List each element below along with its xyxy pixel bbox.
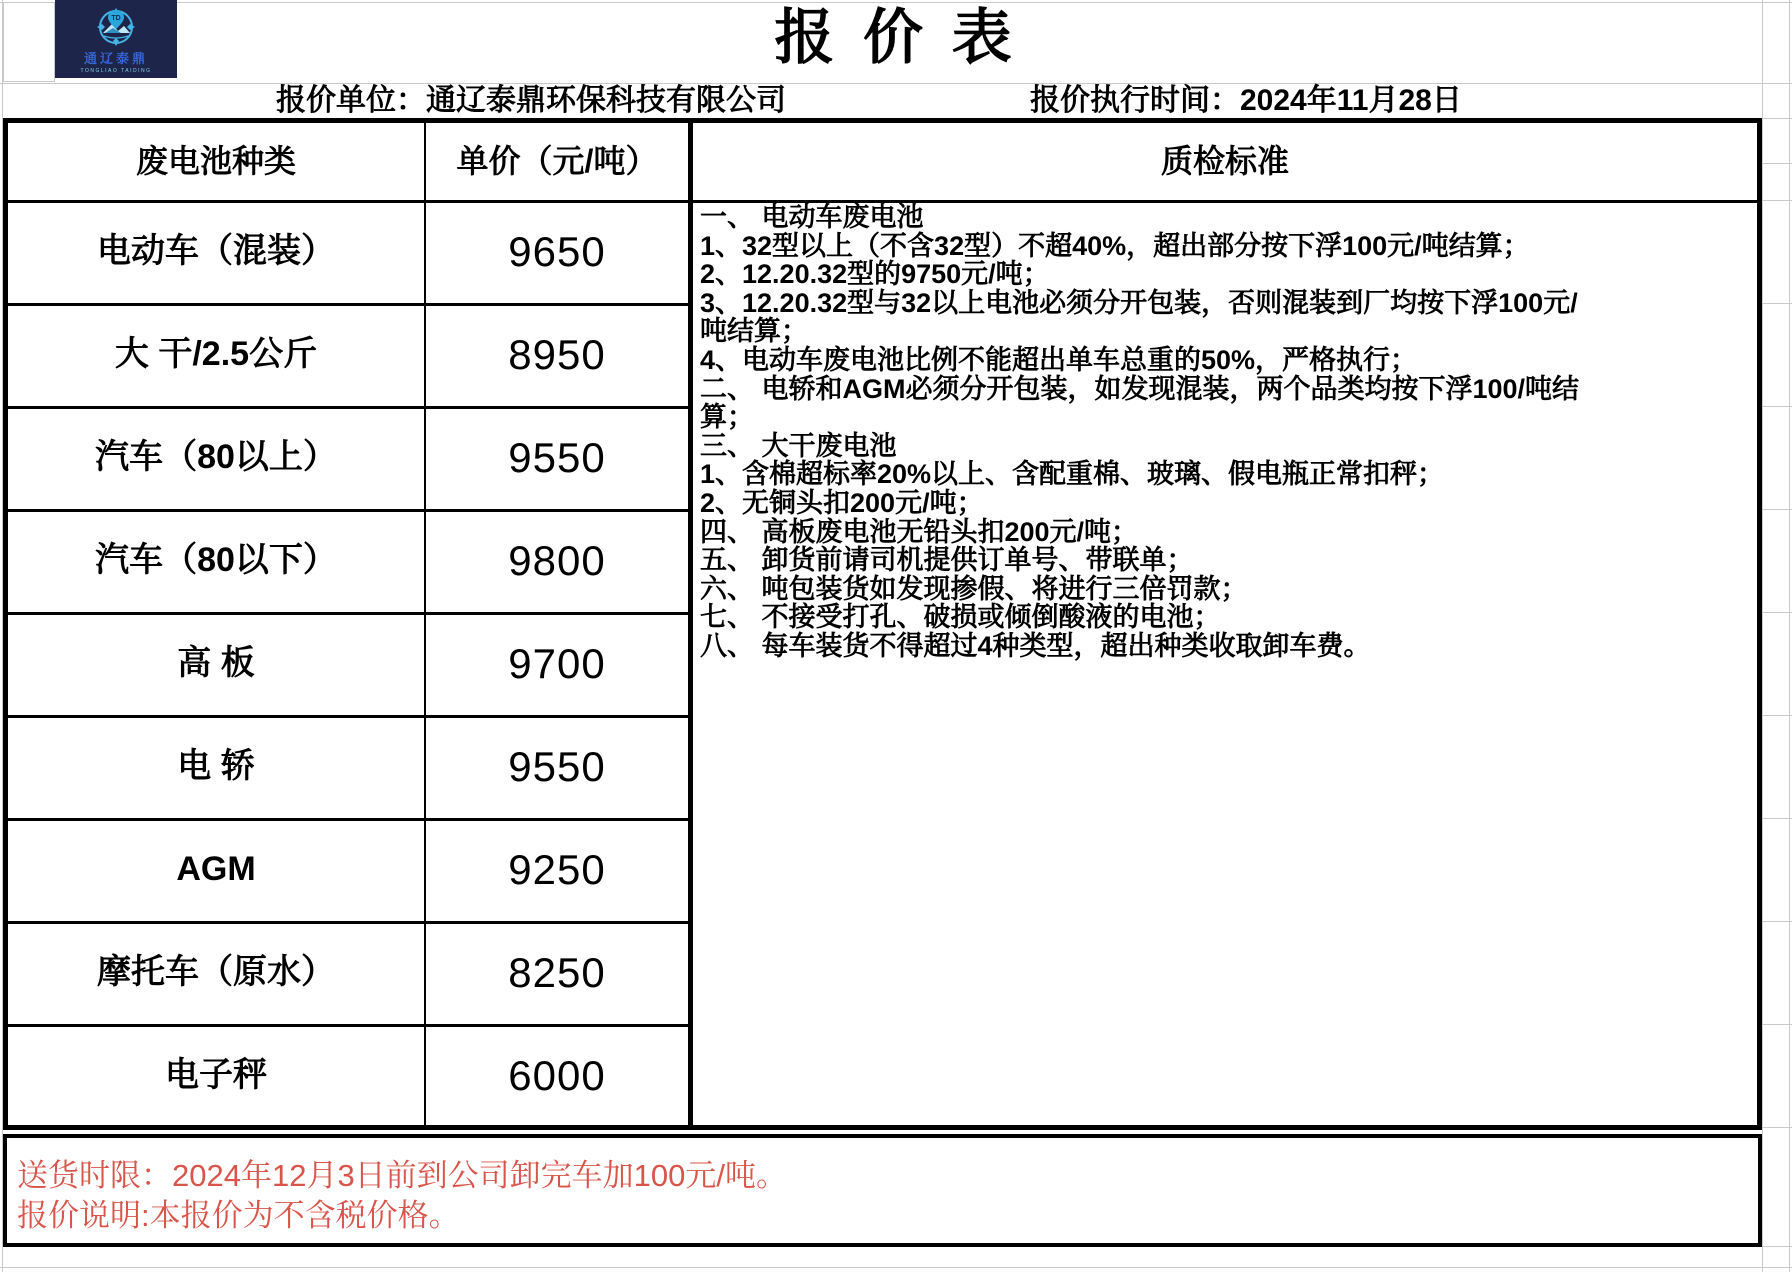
logo-subtext: TONGLIAO TAIDING xyxy=(80,68,152,74)
column-header-type: 废电池种类 xyxy=(135,143,296,179)
battery-type-cell: 大 干/2.5公斤 xyxy=(114,335,318,373)
standards-line: 4、电动车废电池比例不能超出单车总重的50%，严格执行； xyxy=(700,344,1418,375)
price-cell: 9250 xyxy=(508,846,606,893)
gridline xyxy=(1762,818,1792,819)
gridline xyxy=(1762,303,1792,304)
battery-type-cell: 电动车（混装） xyxy=(97,232,335,270)
standards-line: 1、含棉超标率20%以上、含配重棉、玻璃、假电瓶正常扣秤； xyxy=(700,459,1445,490)
price-cell: 6000 xyxy=(508,1052,606,1099)
column-divider-thick xyxy=(688,123,693,1125)
gridline xyxy=(1762,921,1792,922)
delivery-deadline-note: 送货时限：2024年12月3日前到公司卸完车加100元/吨。 xyxy=(17,1158,788,1193)
gridline xyxy=(0,1267,1792,1268)
standards-line: 四、 高板废电池无铅头扣200元/吨； xyxy=(700,516,1139,547)
battery-type-cell: 电子秤 xyxy=(165,1056,267,1094)
gridline xyxy=(1762,0,1763,1272)
standards-line: 吨结算； xyxy=(700,316,808,347)
battery-type-cell: 高 板 xyxy=(177,644,255,682)
standards-line: 一、 电动车废电池 xyxy=(700,202,924,232)
battery-type-cell: AGM xyxy=(176,850,256,888)
price-table xyxy=(3,118,1762,1130)
standards-line: 算； xyxy=(700,402,754,433)
column-header-standards: 质检标准 xyxy=(1160,143,1289,179)
tax-note: 报价说明:本报价为不含税价格。 xyxy=(17,1198,460,1233)
gridline xyxy=(1762,118,1792,119)
standards-line: 五、 卸货前请司机提供订单号、带联单； xyxy=(700,545,1194,576)
notes-box xyxy=(3,1134,1762,1247)
price-cell: 9550 xyxy=(508,434,606,481)
gridline xyxy=(1762,406,1792,407)
battery-type-cell: 摩托车（原水） xyxy=(97,953,335,991)
battery-type-cell: 汽车（80以下） xyxy=(95,541,337,579)
battery-type-cell: 电 轿 xyxy=(177,747,255,785)
standards-line: 3、12.20.32型与32以上电池必须分开包装，否则混装到厂均按下浮100元/ xyxy=(700,287,1578,318)
gridline xyxy=(0,83,1792,84)
standards-line: 2、无铜头扣200元/吨； xyxy=(700,487,984,518)
price-cell: 9550 xyxy=(508,743,606,790)
price-cell: 8250 xyxy=(508,949,606,996)
standards-line: 三、 大干废电池 xyxy=(700,430,897,461)
battery-type-cell: 汽车（80以上） xyxy=(95,438,337,476)
page-title: 报 价 表 xyxy=(774,4,1018,71)
quality-standards-text xyxy=(700,203,1756,661)
price-cell: 9700 xyxy=(508,640,606,687)
standards-line: 八、 每车装货不得超过4种类型，超出种类收取卸车费。 xyxy=(700,630,1371,661)
gridline xyxy=(1762,163,1792,164)
logo-pin-label: TD xyxy=(111,15,121,22)
standards-line: 2、12.20.32型的9750元/吨； xyxy=(700,259,1050,290)
standards-line: 二、 电轿和AGM必须分开包装，如发现混装，两个品类均按下浮100/吨结 xyxy=(700,373,1580,404)
vendor-line: 报价单位：通辽泰鼎环保科技有限公司 xyxy=(276,84,786,117)
logo-wordmark: 通辽泰鼎 xyxy=(83,51,149,66)
gridline xyxy=(1762,509,1792,510)
gridline xyxy=(1762,1024,1792,1025)
gridline xyxy=(1762,1127,1792,1128)
price-cell: 9650 xyxy=(508,228,606,275)
price-cell: 9800 xyxy=(508,537,606,584)
gridline xyxy=(1789,0,1790,1272)
gridline xyxy=(1762,200,1792,201)
standards-line: 七、 不接受打孔、破损或倾倒酸液的电池； xyxy=(700,602,1221,633)
quote-date-line: 报价执行时间：2024年11月28日 xyxy=(1030,84,1462,117)
gridline xyxy=(1762,715,1792,716)
gridline xyxy=(1762,1246,1792,1247)
gridline xyxy=(1762,612,1792,613)
price-cell: 8950 xyxy=(508,331,606,378)
standards-line: 1、32型以上（不含32型）不超40%，超出部分按下浮100元/吨结算； xyxy=(700,230,1530,261)
standards-line: 六、 吨包装货如发现掺假、将进行三倍罚款； xyxy=(700,573,1248,604)
column-header-price: 单价（元/吨） xyxy=(456,143,658,179)
